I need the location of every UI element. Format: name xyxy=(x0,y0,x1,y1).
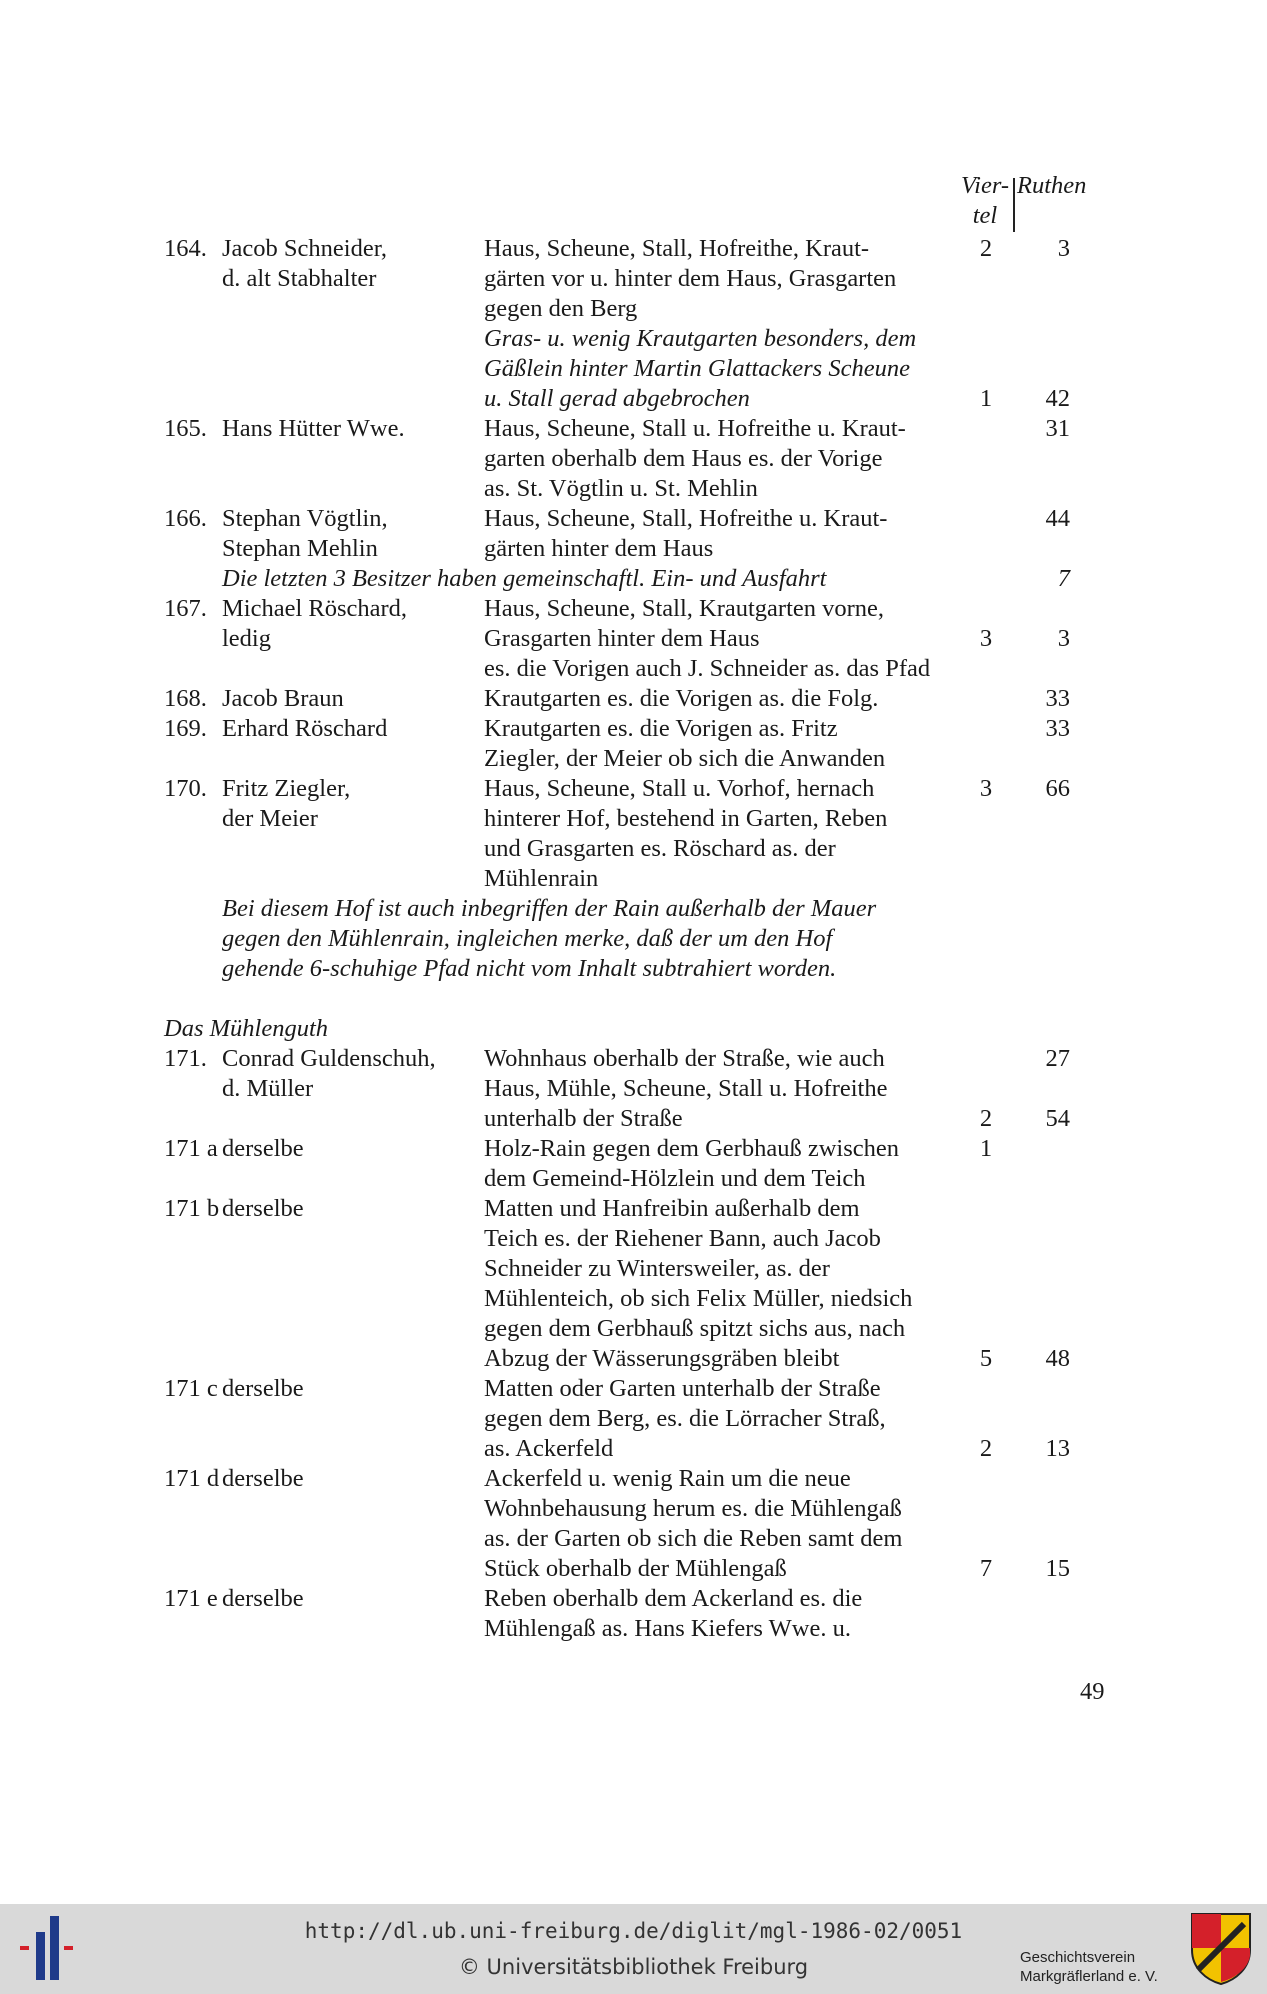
property-description: gegen den Berg xyxy=(484,295,638,322)
owner-name: d. Müller xyxy=(222,1075,314,1102)
property-description: Haus, Scheune, Stall, Hofreithe, Kraut- xyxy=(484,235,870,262)
property-description: gärten hinter dem Haus xyxy=(484,535,714,562)
property-description: Haus, Mühle, Scheune, Stall u. Hofreithe xyxy=(484,1075,888,1102)
property-description: as. St. Vögtlin u. St. Mehlin xyxy=(484,475,758,502)
italic-description: u. Stall gerad abgebrochen xyxy=(484,385,750,412)
viertel-value: 7 xyxy=(979,1555,993,1582)
property-description: Matten und Hanfreibin außerhalb dem xyxy=(484,1195,860,1222)
owner-name: derselbe xyxy=(222,1195,304,1222)
property-description: Ziegler, der Meier ob sich die Anwanden xyxy=(484,745,886,772)
ruthen-value: 13 xyxy=(1045,1435,1070,1462)
property-description: Reben oberhalb dem Ackerland es. die xyxy=(484,1585,863,1612)
viertel-value: 3 xyxy=(979,625,993,652)
logo-bar xyxy=(20,1946,29,1950)
entry-number: 171 c xyxy=(164,1375,218,1402)
ruthen-value: 7 xyxy=(1057,565,1070,592)
owner-name: Michael Röschard, xyxy=(222,595,408,622)
society-name-line1: Geschichtsverein xyxy=(1020,1949,1136,1966)
logo-bar xyxy=(36,1932,45,1980)
logo-bar xyxy=(50,1916,59,1980)
owner-name: derselbe xyxy=(222,1585,304,1612)
owner-name: Stephan Mehlin xyxy=(222,535,378,562)
entry-number: 164. xyxy=(164,235,207,262)
property-description: Matten oder Garten unterhalb der Straße xyxy=(484,1375,881,1402)
entry-number: 165. xyxy=(164,415,207,442)
property-description: Wohnbehausung herum es. die Mühlengaß xyxy=(484,1495,902,1522)
property-description: gegen dem Berg, es. die Lörracher Straß, xyxy=(484,1405,886,1432)
ruthen-value: 42 xyxy=(1045,385,1070,412)
owner-name: der Meier xyxy=(222,805,318,832)
coat-of-arms-icon xyxy=(1188,1910,1254,1986)
ruthen-value: 48 xyxy=(1045,1345,1070,1372)
owner-name: d. alt Stabhalter xyxy=(222,265,377,292)
owner-name: derselbe xyxy=(222,1465,304,1492)
property-description: Ackerfeld u. wenig Rain um die neue xyxy=(484,1465,851,1492)
ruthen-value: 27 xyxy=(1045,1045,1070,1072)
property-description: Grasgarten hinter dem Haus xyxy=(484,625,760,652)
viertel-value: 2 xyxy=(979,235,993,262)
property-description: as. Ackerfeld xyxy=(484,1435,614,1462)
column-header-ruthen: Ruthen xyxy=(1017,172,1087,199)
ruthen-value: 33 xyxy=(1045,715,1070,742)
ruthen-value: 33 xyxy=(1045,685,1070,712)
property-description: Stück oberhalb der Mühlengaß xyxy=(484,1555,787,1582)
property-description: Mühlenteich, ob sich Felix Müller, niedsich xyxy=(484,1285,913,1312)
property-description: Wohnhaus oberhalb der Straße, wie auch xyxy=(484,1045,885,1072)
owner-name: Jacob Braun xyxy=(222,685,344,712)
owner-name: derselbe xyxy=(222,1375,304,1402)
ruthen-value: 44 xyxy=(1045,505,1070,532)
owner-name: Jacob Schneider, xyxy=(222,235,388,262)
page-number: 49 xyxy=(1080,1678,1105,1705)
owner-name: Fritz Ziegler, xyxy=(222,775,351,802)
property-description: hinterer Hof, bestehend in Garten, Reben xyxy=(484,805,888,832)
property-description: as. der Garten ob sich die Reben samt dem xyxy=(484,1525,903,1552)
viertel-value: 1 xyxy=(979,385,993,412)
italic-note: gegen den Mühlenrain, ingleichen merke, daß der um den Hof xyxy=(222,925,833,952)
owner-name: derselbe xyxy=(222,1135,304,1162)
footer-bar xyxy=(0,1904,1267,1994)
owner-name: Stephan Vögtlin, xyxy=(222,505,388,532)
property-description: Schneider zu Wintersweiler, as. der xyxy=(484,1255,830,1282)
ruthen-value: 31 xyxy=(1045,415,1070,442)
property-description: Mühlenrain xyxy=(484,865,599,892)
entry-number: 168. xyxy=(164,685,207,712)
italic-description: Gras- u. wenig Krautgarten besonders, dem xyxy=(484,325,917,352)
source-url-link[interactable]: http://dl.ub.uni-freiburg.de/diglit/mgl-1986-02/0051 xyxy=(304,1919,963,1943)
entry-number: 171 a xyxy=(164,1135,218,1162)
ruthen-value: 15 xyxy=(1045,1555,1070,1582)
property-description: Abzug der Wässerungsgräben bleibt xyxy=(484,1345,840,1372)
copyright-text: © Universitätsbibliothek Freiburg xyxy=(458,1955,809,1979)
ruthen-value: 3 xyxy=(1057,235,1070,262)
property-description: dem Gemeind-Hölzlein und dem Teich xyxy=(484,1165,866,1192)
column-divider xyxy=(1013,178,1015,232)
property-description: Holz-Rain gegen dem Gerbhauß zwischen xyxy=(484,1135,899,1162)
property-description: Teich es. der Riehener Bann, auch Jacob xyxy=(484,1225,881,1252)
ruthen-value: 66 xyxy=(1045,775,1070,802)
entry-number: 167. xyxy=(164,595,207,622)
entry-number: 171 d xyxy=(164,1465,220,1492)
property-description: Haus, Scheune, Stall u. Hofreithe u. Kraut- xyxy=(484,415,906,442)
property-description: Krautgarten es. die Vorigen as. Fritz xyxy=(484,715,838,742)
entry-number: 171. xyxy=(164,1045,207,1072)
italic-description: Gäßlein hinter Martin Glattackers Scheune xyxy=(484,355,910,382)
owner-name: Erhard Röschard xyxy=(222,715,388,742)
italic-note: Die letzten 3 Besitzer haben gemeinschaftl. Ein- und Ausfahrt xyxy=(222,565,827,592)
entry-number: 169. xyxy=(164,715,207,742)
owner-name: ledig xyxy=(222,625,271,652)
entry-number: 171 b xyxy=(164,1195,220,1222)
property-description: und Grasgarten es. Röschard as. der xyxy=(484,835,836,862)
italic-note: gehende 6-schuhige Pfad nicht vom Inhalt subtrahiert worden. xyxy=(222,955,837,982)
viertel-value: 1 xyxy=(979,1135,993,1162)
property-description: Haus, Scheune, Stall, Krautgarten vorne, xyxy=(484,595,885,622)
entry-number: 171 e xyxy=(164,1585,218,1612)
property-description: unterhalb der Straße xyxy=(484,1105,683,1132)
owner-name: Conrad Guldenschuh, xyxy=(222,1045,436,1072)
society-name-line2: Markgräflerland e. V. xyxy=(1020,1968,1158,1985)
property-description: garten oberhalb dem Haus es. der Vorige xyxy=(484,445,883,472)
property-description: gärten vor u. hinter dem Haus, Grasgarten xyxy=(484,265,897,292)
column-header-viertel-1: Vier- xyxy=(960,172,1010,199)
property-description: gegen dem Gerbhauß spitzt sichs aus, nach xyxy=(484,1315,906,1342)
italic-note: Bei diesem Hof ist auch inbegriffen der Rain außerhalb der Mauer xyxy=(222,895,877,922)
owner-name: Hans Hütter Wwe. xyxy=(222,415,405,442)
viertel-value: 2 xyxy=(979,1435,993,1462)
ub-freiburg-logo-icon[interactable] xyxy=(14,1912,80,1984)
viertel-value: 3 xyxy=(979,775,993,802)
ruthen-value: 54 xyxy=(1045,1105,1070,1132)
viertel-value: 2 xyxy=(979,1105,993,1132)
column-header-viertel-2: tel xyxy=(972,202,998,229)
section-heading: Das Mühlenguth xyxy=(164,1015,328,1042)
property-description: es. die Vorigen auch J. Schneider as. das Pfad xyxy=(484,655,931,682)
property-description: Krautgarten es. die Vorigen as. die Folg. xyxy=(484,685,879,712)
logo-bar xyxy=(64,1946,73,1950)
property-description: Mühlengaß as. Hans Kiefers Wwe. u. xyxy=(484,1615,851,1642)
viertel-value: 5 xyxy=(979,1345,993,1372)
entry-number: 170. xyxy=(164,775,207,802)
society-name xyxy=(1020,1948,1158,1986)
ruthen-value: 3 xyxy=(1057,625,1070,652)
property-description: Haus, Scheune, Stall, Hofreithe u. Kraut- xyxy=(484,505,888,532)
entry-number: 166. xyxy=(164,505,207,532)
property-description: Haus, Scheune, Stall u. Vorhof, hernach xyxy=(484,775,875,802)
